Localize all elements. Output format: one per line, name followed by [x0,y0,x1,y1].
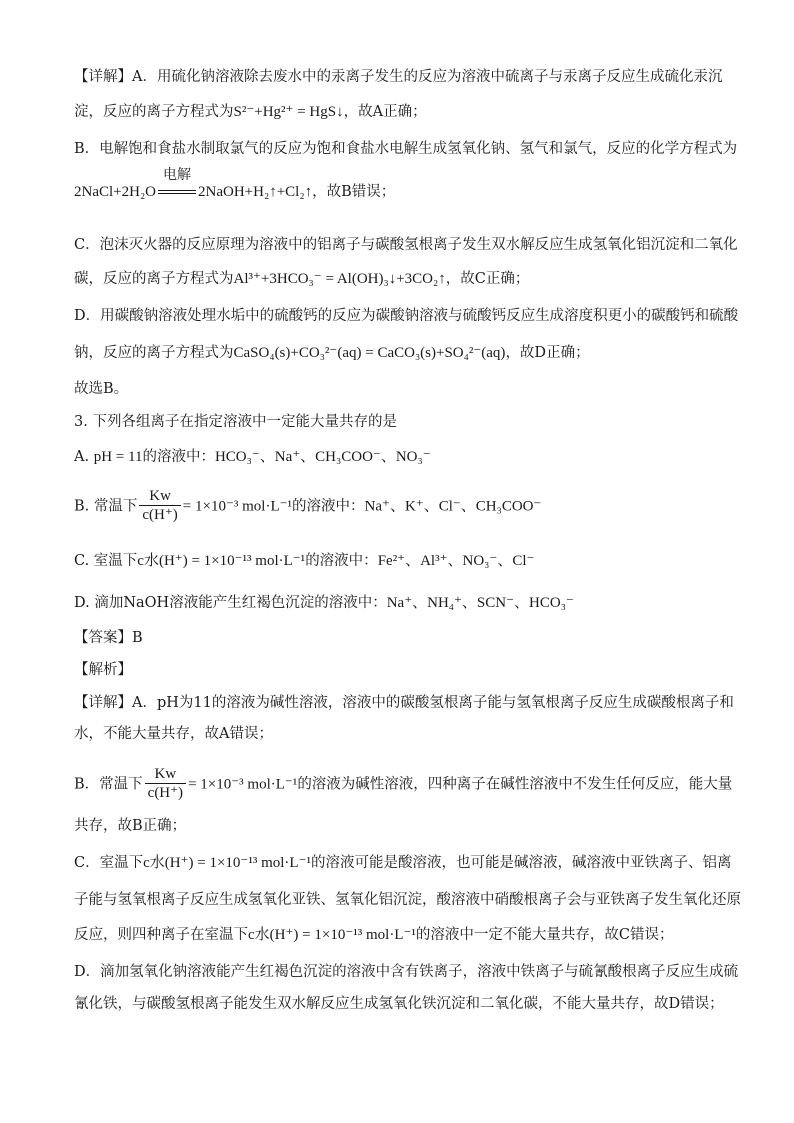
kw-fraction: $\frac{Kw}{c(H^+)}$ [139,488,180,525]
detail1-c-line2: 碳，反应的离子方程式为Al³⁺+3HCO₃⁻ = Al(OH)₃↓+3CO₂↑，故C正确； [74,271,530,287]
answer-line: 【答案】B [74,630,143,646]
detail2-b-line1: B．常温下 $\frac{Kw}{c(H^+)}$ = 1×10⁻³ mol·L⁻¹的溶液为碱性溶液，四种离子在碱性溶液中不发生任何反应，能大量 [74,766,733,801]
detail1-d-line2: 钠，反应的离子方程式为CaSO₄(s)+CO₃²⁻(aq) = CaCO₃(s)+SO₄²⁻(aq)，故D正确； [74,345,590,361]
question3-stem: 3. 下列各组离子在指定溶液中一定能大量共存的是 [74,414,397,430]
detail1-a-line2: 淀，反应的离子方程式为S²⁻+Hg²⁺ = HgS↓，故A正确； [74,104,427,120]
detail2-a-line2: 水，不能大量共存，故A错误； [74,726,273,742]
detail2-a-line1: 【详解】A．pH为11的溶液为碱性溶液，溶液中的碳酸氢根离子能与氢氧根离子反应生成碳酸根离子和 [74,695,734,711]
detail2-b-line2: 共存，故B正确； [74,818,187,834]
detail2-c-line1: C．室温下c水(H⁺) = 1×10⁻¹³ mol·L⁻¹的溶液可能是酸溶液，也可能是碱溶液，碱溶液中亚铁离子、铝离 [74,855,732,871]
detail1-b-line1: B．电解饱和食盐水制取氯气的反应为饱和食盐水电解生成氢氧化钠、氢气和氯气，反应的化学方程式为 [74,141,738,157]
electrolysis-equals-sign: 电解 [156,181,198,203]
detail1-d-line1: D．用碳酸钠溶液处理水垢中的硫酸钙的反应为碳酸钠溶液与硫酸钙反应生成溶度积更小的碳酸钙和硫酸 [74,308,739,324]
detail1-b-equation: 2NaCl+2H₂O 电解 2NaOH+H₂↑+Cl₂↑，故B错误； [74,181,734,203]
detail2-c-line2: 子能与氢氧根离子反应生成氢氧化亚铁、氢氧化铝沉淀，酸溶液中硝酸根离子会与亚铁离子发生氧化还原 [74,892,741,908]
detail2-d-line2: 氰化铁，与碳酸氢根离子能发生双水解反应生成氢氧化铁沉淀和二氧化碳，不能大量共存，故D错误； [74,996,724,1012]
detail1-conclusion: 故选B。 [74,381,129,397]
kw-fraction-2: $\frac{Kw}{c(H^+)}$ [145,766,186,803]
question3-option-d: D. 滴加NaOH溶液能产生红褐色沉淀的溶液中：Na⁺、NH₄⁺、SCN⁻、HCO₃⁻ [74,595,574,611]
analysis-label: 【解析】 [74,662,132,678]
question3-option-c: C. 室温下c水(H⁺) = 1×10⁻¹³ mol·L⁻¹的溶液中：Fe²⁺、Al³⁺、NO₃⁻、Cl⁻ [74,553,535,569]
detail2-d-line1: D．滴加氢氧化钠溶液能产生红褐色沉淀的溶液中含有铁离子，溶液中铁离子与硫氰酸根离子反应生成硫 [74,964,739,980]
question3-option-a: A. pH = 11的溶液中：HCO₃⁻、Na⁺、CH₃COO⁻、NO₃⁻ [74,449,431,465]
detail2-c-line3: 反应，则四种离子在室温下c水(H⁺) = 1×10⁻¹³ mol·L⁻¹的溶液中一定不能大量共存，故C错误； [74,927,674,943]
detail1-c-line1: C．泡沫灭火器的反应原理为溶液中的铝离子与碳酸氢根离子发生双水解反应生成氢氧化铝沉淀和二氧化 [74,237,738,253]
question3-option-b: B. 常温下 $\frac{Kw}{c(H^+)}$ = 1×10⁻³ mol·L⁻¹的溶液中：Na⁺、K⁺、Cl⁻、CH₃COO⁻ [74,488,542,523]
detail1-a-line1: 【详解】A．用硫化钠溶液除去废水中的汞离子发生的反应为溶液中硫离子与汞离子反应生成硫化汞沉 [74,69,723,85]
